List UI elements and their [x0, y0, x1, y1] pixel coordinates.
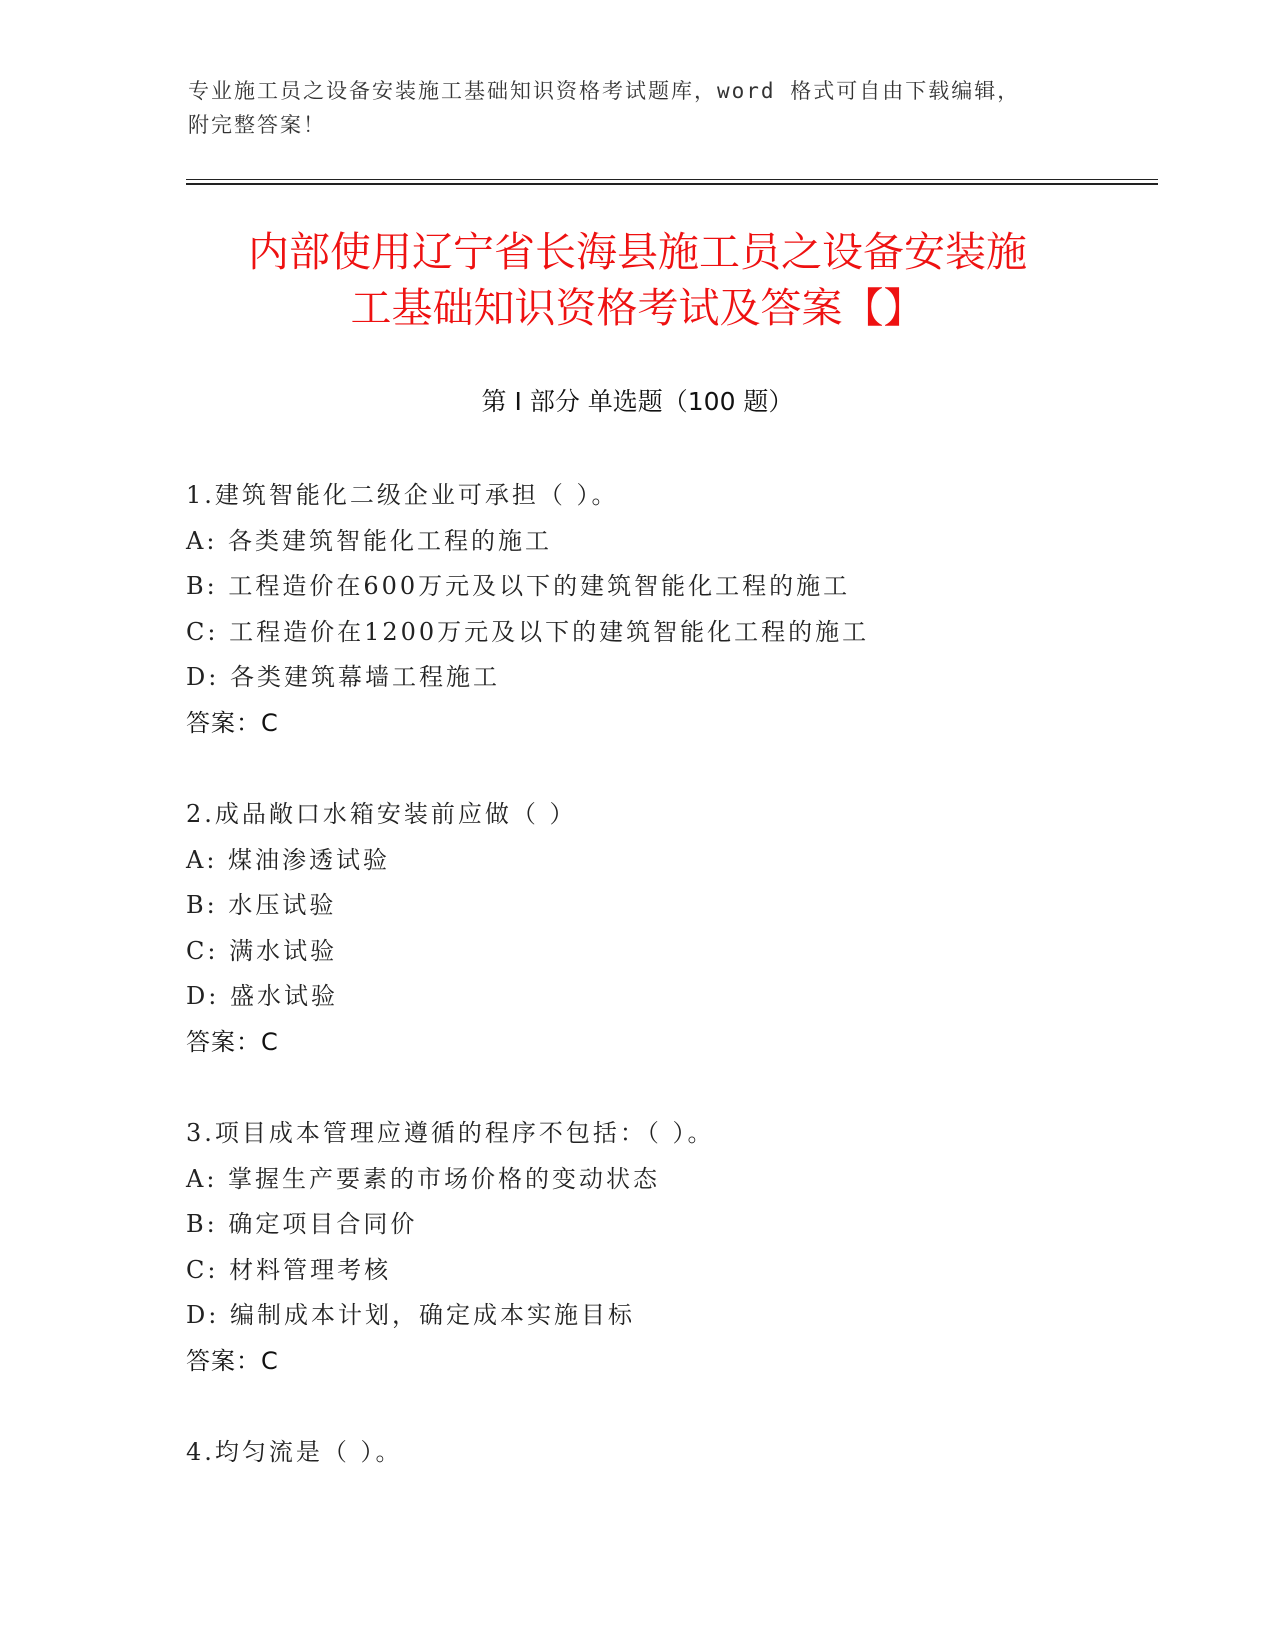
- option-a: A: 各类建筑智能化工程的施工: [186, 526, 553, 555]
- answer: 答案：C: [186, 1027, 279, 1056]
- option-c: C: 材料管理考核: [186, 1255, 392, 1284]
- question-2: [186, 792, 1106, 1065]
- option-a: A: 掌握生产要素的市场价格的变动状态: [186, 1164, 661, 1193]
- document-title: [150, 224, 1125, 336]
- question-1: [186, 473, 1106, 746]
- document-title-line-1: 内部使用辽宁省长海县施工员之设备安装施: [248, 228, 1027, 276]
- section-title: 第 I 部分 单选题（100 题）: [481, 387, 794, 416]
- option-b: B: 工程造价在600万元及以下的建筑智能化工程的施工: [186, 572, 851, 600]
- question-stem: 1.建筑智能化二级企业可承担（ ）。: [186, 481, 619, 509]
- answer: 答案：C: [186, 708, 279, 737]
- option-c: C: 工程造价在1200万元及以下的建筑智能化工程的施工: [186, 617, 870, 646]
- option-b: B: 水压试验: [186, 891, 337, 919]
- option-d: D: 盛水试验: [186, 982, 338, 1010]
- question-3: [186, 1111, 1106, 1384]
- document-title-line-2: 工基础知识资格考试及答案【】: [350, 284, 925, 332]
- question-stem: 3.项目成本管理应遵循的程序不包括：（ ）。: [186, 1119, 715, 1147]
- answer: 答案：C: [186, 1346, 279, 1375]
- question-stem: 2.成品敞口水箱安装前应做（ ）: [186, 800, 577, 828]
- question-stem: 4.均匀流是（ ）。: [186, 1438, 403, 1466]
- option-a: A: 煤油渗透试验: [186, 845, 391, 874]
- header-divider-thin: [186, 179, 1158, 180]
- option-d: D: 编制成本计划，确定成本实施目标: [186, 1301, 635, 1329]
- header-note: [188, 74, 1088, 142]
- option-c: C: 满水试验: [186, 936, 338, 965]
- option-d: D: 各类建筑幕墙工程施工: [186, 663, 500, 691]
- question-4: [186, 1430, 1106, 1476]
- header-divider-thick: [186, 183, 1158, 185]
- option-b: B: 确定项目合同价: [186, 1210, 418, 1238]
- header-note-line-2: 附完整答案！: [188, 113, 326, 137]
- header-note-line-1: 专业施工员之设备安装施工基础知识资格考试题库，word 格式可自由下载编辑，: [188, 79, 1021, 103]
